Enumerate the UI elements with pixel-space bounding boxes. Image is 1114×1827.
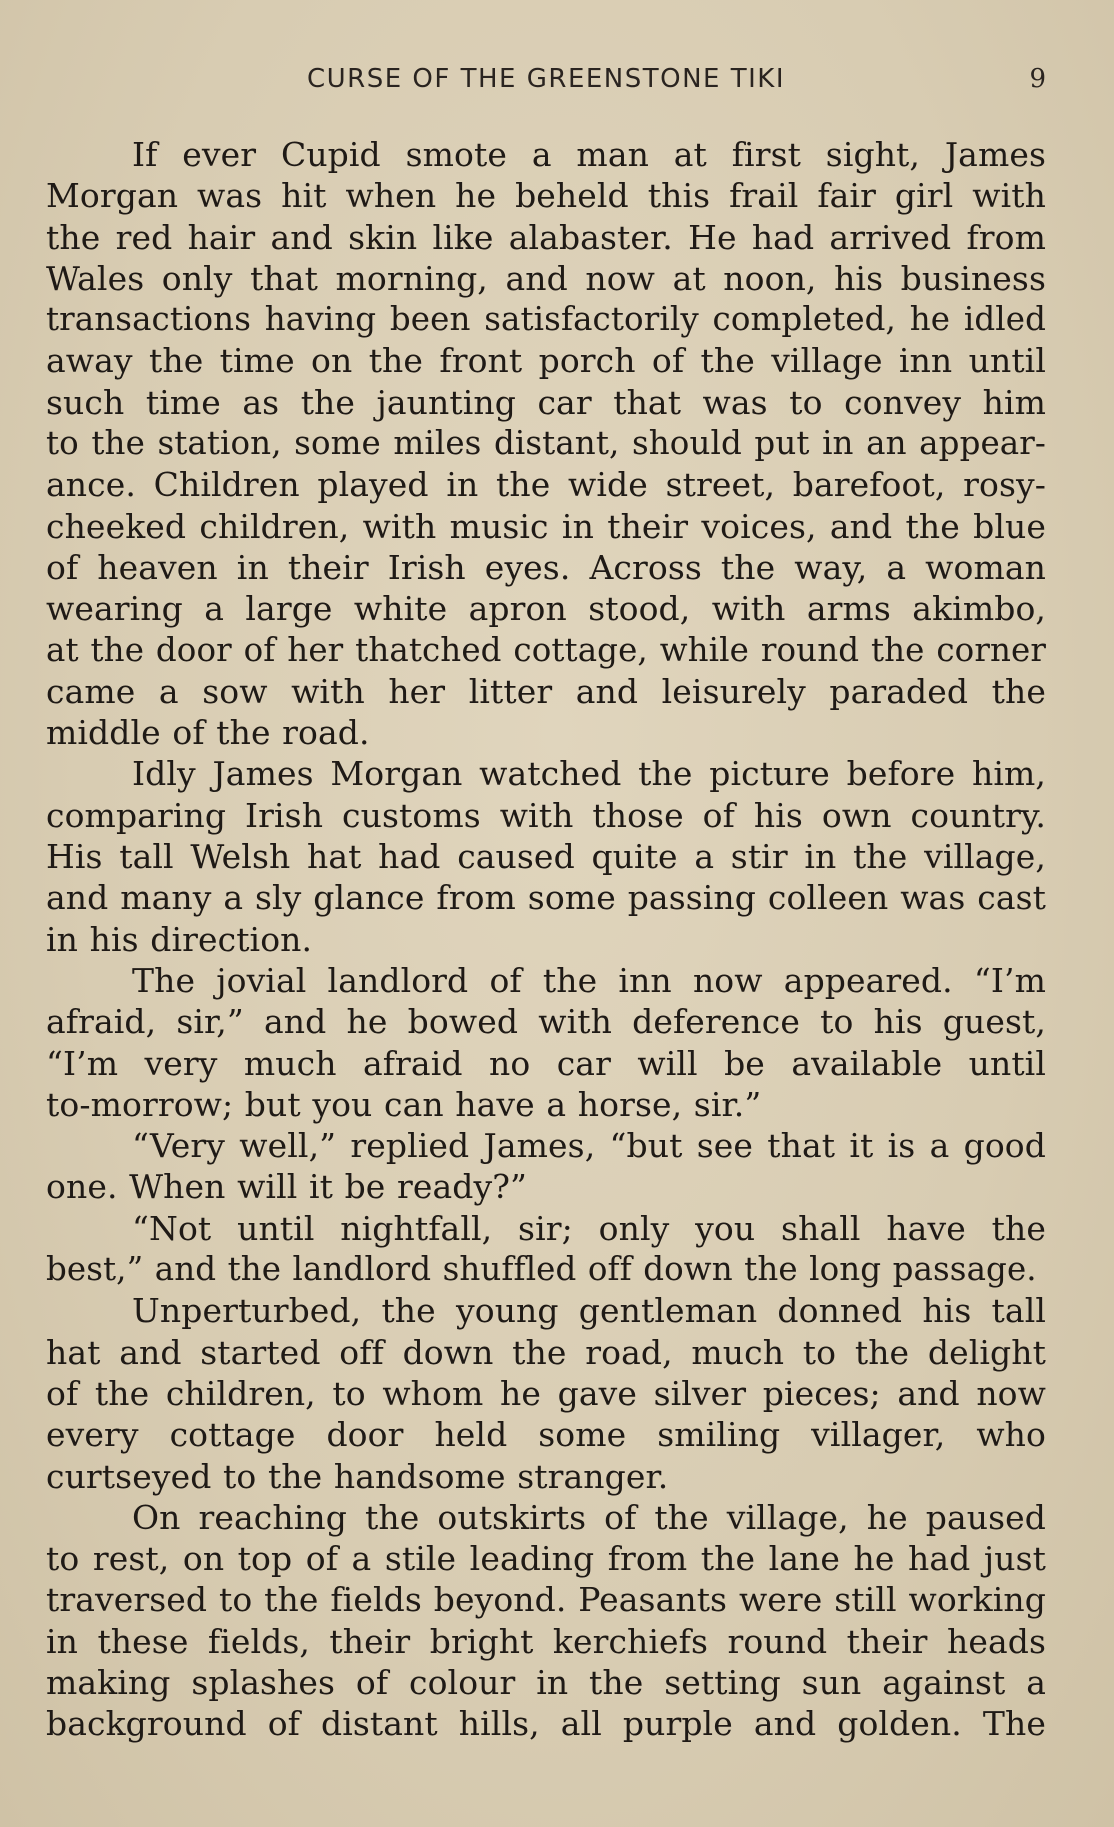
running-head bbox=[46, 64, 1046, 104]
text-line: away the time on the front porch of the village inn until bbox=[46, 341, 1046, 381]
text-line: If ever Cupid smote a man at first sight, James bbox=[132, 135, 1046, 174]
text-line: to rest, on top of a stile leading from the lane he had just bbox=[46, 1539, 1046, 1579]
text-line: “I’m very much afraid no car will be available until bbox=[46, 1043, 1046, 1083]
text-line: afraid, sir,” and he bowed with deference to his guest, bbox=[46, 1002, 1046, 1042]
text-line: best,” and the landlord shuffled off down the long passage. bbox=[46, 1250, 1037, 1289]
text-line: Unperturbed, the young gentleman donned his tall bbox=[132, 1291, 1046, 1331]
text-line: to the station, some miles distant, should put in an appear- bbox=[46, 424, 1046, 463]
text-line: such time as the jaunting car that was to convey him bbox=[46, 382, 1046, 422]
text-line: of the children, to whom he gave silver pieces; and now bbox=[46, 1373, 1046, 1413]
text-line: of heaven in their Irish eyes. Across the way, a woman bbox=[46, 547, 1046, 587]
text-line: one. When will it be ready?” bbox=[46, 1167, 528, 1207]
text-line: background of distant hills, all purple and golden. The bbox=[46, 1704, 1046, 1744]
text-line: in his direction. bbox=[46, 919, 313, 959]
text-line: cheeked children, with music in their voices, and the blue bbox=[46, 506, 1046, 546]
text-line: The jovial landlord of the inn now appeared. “I’m bbox=[132, 960, 1046, 1000]
text-line: middle of the road. bbox=[46, 713, 370, 753]
text-line: to-morrow; but you can have a horse, sir.” bbox=[46, 1084, 762, 1124]
text-line: “Very well,” replied James, “but see that it is a good bbox=[132, 1126, 1046, 1166]
text-line: His tall Welsh hat had caused quite a stir in the village, bbox=[46, 837, 1046, 877]
text-line: wearing a large white apron stood, with arms akimbo, bbox=[46, 589, 1046, 629]
text-line: transactions having been satisfactorily completed, he idled bbox=[46, 300, 1046, 339]
text-line: making splashes of colour in the setting sun against a bbox=[46, 1662, 1046, 1702]
body-text bbox=[46, 134, 1046, 1745]
text-line: “Not until nightfall, sir; only you shall have the bbox=[132, 1208, 1046, 1248]
text-line: Idly James Morgan watched the picture before him, bbox=[132, 754, 1046, 794]
text-line: comparing Irish customs with those of his own country. bbox=[46, 795, 1046, 835]
page-number: 9 bbox=[1029, 64, 1046, 94]
text-line: every cottage door held some smiling villager, who bbox=[46, 1415, 1046, 1455]
text-line: traversed to the fields beyond. Peasants were still working bbox=[46, 1580, 1046, 1620]
text-line: hat and started off down the road, much to the delight bbox=[46, 1332, 1046, 1372]
text-line: Wales only that morning, and now at noon, his business bbox=[46, 258, 1046, 298]
text-line: came a sow with her litter and leisurely paraded the bbox=[46, 671, 1046, 711]
text-line: curtseyed to the handsome stranger. bbox=[46, 1456, 669, 1496]
text-line: in these fields, their bright kerchiefs round their heads bbox=[46, 1621, 1046, 1661]
text-line: the red hair and skin like alabaster. He had arrived from bbox=[46, 217, 1046, 257]
text-line: On reaching the outskirts of the village, he paused bbox=[132, 1497, 1046, 1537]
running-title: CURSE OF THE GREENSTONE TIKI bbox=[306, 64, 786, 94]
text-line: ance. Children played in the wide street, barefoot, rosy- bbox=[46, 465, 1046, 505]
text-line: and many a sly glance from some passing colleen was cast bbox=[46, 878, 1046, 918]
text-line: at the door of her thatched cottage, while round the corner bbox=[46, 630, 1046, 669]
text-line: Morgan was hit when he beheld this frail fair girl with bbox=[46, 176, 1046, 216]
